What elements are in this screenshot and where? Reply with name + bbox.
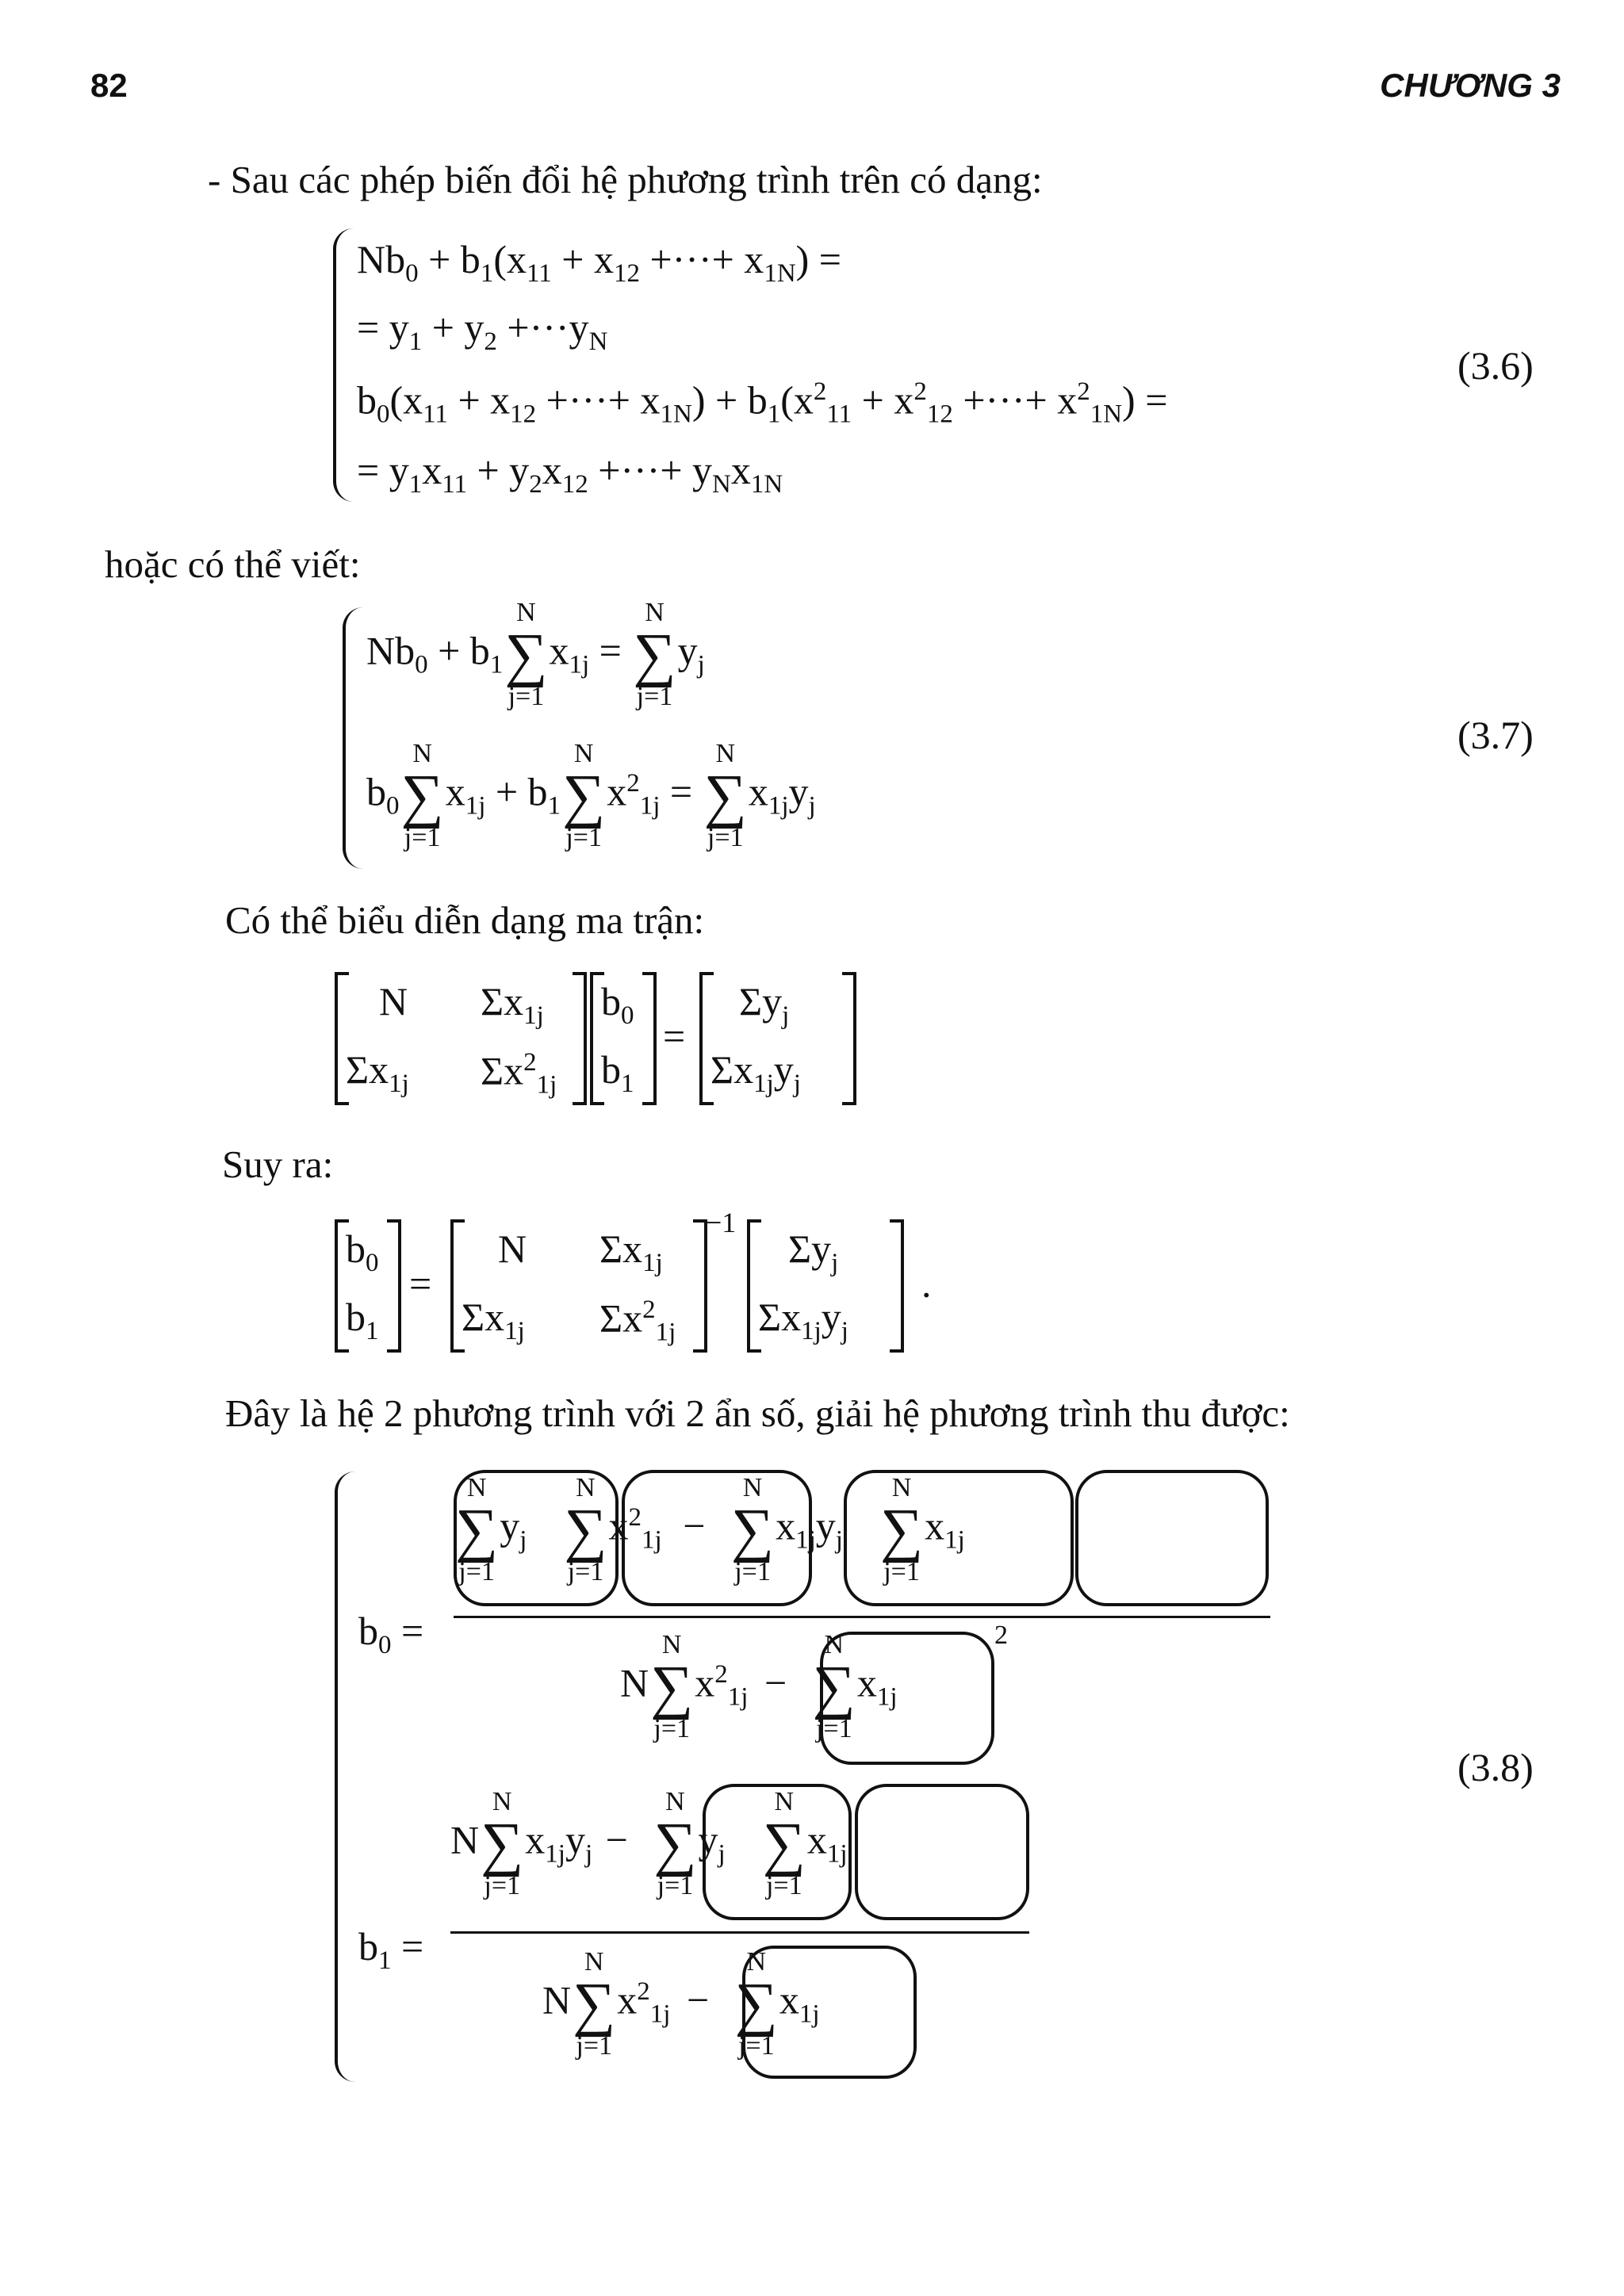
paragraph-solution: Đây là hệ 2 phương trình với 2 ẩn số, giải hệ phương trình thu được:: [225, 1391, 1290, 1435]
paragraph-therefore: Suy ra:: [222, 1142, 334, 1186]
equation-3-6: [333, 228, 1404, 506]
period: .: [921, 1261, 932, 1306]
equation-number-3-8: (3.8): [1457, 1745, 1534, 1789]
right-bracket: [387, 1219, 401, 1353]
right-bracket: [573, 972, 587, 1105]
matrix-cell: $\Sigma x_{1j}$: [462, 1295, 525, 1345]
paren-group: [820, 1632, 994, 1765]
matrix-cell: $\Sigma x^2_{1j}$: [481, 1048, 557, 1100]
fraction-bar-b0: [454, 1616, 1270, 1618]
paren-group: [1075, 1470, 1269, 1606]
equation-number-3-7: (3.7): [1457, 713, 1534, 757]
matrix-cell: $\Sigma x_{1j}$: [346, 1047, 409, 1098]
b1-numerator: N N ∑ j=1 $x_{1j}y_j$ − N ∑ j=1 $y_j$ N ∑ j=1 $x_{1j}$: [450, 1787, 848, 1901]
eq36-line1: $Nb_0 + b_1(x_{11} + x_{12}$ +···+ $x_{1N}$) =: [357, 237, 842, 288]
inverse-exponent: −1: [706, 1207, 737, 1238]
right-bracket: [890, 1219, 904, 1353]
paren-group: [855, 1784, 1029, 1920]
equals-sign: =: [409, 1261, 432, 1306]
equation-number-3-6: (3.6): [1457, 343, 1534, 388]
matrix-cell: $b_0$: [601, 979, 634, 1030]
eq37-line1: $Nb_0 + b_1$ N ∑ j=1 $x_{1j}$ = N ∑ j=1 $y_j$: [366, 598, 705, 712]
inverse-matrix-equation: [335, 1207, 969, 1354]
right-bracket: [693, 1219, 707, 1353]
eq37-line2: $b_0$ N ∑ j=1 $x_{1j} + b_1$ N ∑ j=1 $x^2_{1j}$ = N ∑ j=1 $x_{1j}y_j$: [366, 739, 816, 853]
b0-numerator: N ∑ j=1 $y_j$ N ∑ j=1 $x^2_{1j}$ − N ∑ j=1 $x_{1j}y_j$ N ∑ j=1 $x_{1j}$: [455, 1473, 965, 1587]
matrix-cell: $b_1$: [346, 1295, 379, 1345]
left-brace: [335, 1471, 355, 2082]
matrix-cell: $b_0$: [346, 1226, 379, 1277]
left-brace: [333, 228, 354, 502]
paragraph-or-write: hoặc có thể viết:: [105, 542, 361, 586]
chapter-heading: CHƯƠNG 3: [1380, 67, 1561, 104]
paren-group: [454, 1470, 619, 1606]
b0-label: $b_0$ =: [358, 1609, 424, 1659]
right-bracket: [842, 972, 856, 1105]
matrix-equation: [335, 972, 890, 1107]
paragraph-intro: - Sau các phép biến đổi hệ phương trình trên có dạng:: [208, 158, 1043, 201]
square-exponent: 2: [994, 1621, 1008, 1650]
b1-denominator: N N ∑ j=1 $x^2_{1j}$ − N ∑ j=1 $x_{1j}$: [542, 1947, 820, 2061]
page-number: 82: [90, 67, 128, 104]
paren-group: [844, 1470, 1074, 1606]
eq36-line4: = $y_1x_{11} + y_2x_{12}$ +···+ $y_Nx_{1N}$: [357, 448, 783, 499]
equation-3-8: [335, 1464, 1461, 2090]
matrix-cell: $\Sigma y_j$: [739, 979, 790, 1030]
matrix-cell: $\Sigma x^2_{1j}$: [599, 1295, 676, 1347]
matrix-cell: $\Sigma x_{1j}$: [599, 1226, 663, 1277]
equation-3-7: [343, 599, 1373, 877]
matrix-cell: N: [379, 979, 408, 1024]
matrix-cell: N: [498, 1226, 527, 1271]
paren-group: [703, 1784, 852, 1920]
right-bracket: [642, 972, 657, 1105]
b0-denominator: N N ∑ j=1 $x^2_{1j}$ − N ∑ j=1 $x_{1j}$: [620, 1630, 898, 1744]
matrix-cell: $b_1$: [601, 1047, 634, 1098]
eq36-line2: = $y_1 + y_2 +\cdot\cdot\cdot y_N$: [357, 305, 608, 356]
left-brace: [343, 607, 363, 869]
matrix-cell: $\Sigma x_{1j}y_j$: [710, 1047, 801, 1098]
matrix-cell: $\Sigma y_j$: [788, 1226, 839, 1277]
paragraph-matrix-form: Có thể biểu diễn dạng ma trận:: [225, 898, 705, 942]
eq36-line3: $b_0(x_{11} + x_{12}$ +···+ $x_{1N}) + b_1(x^2_{11} + x^2_{12}$ +···+ $x^2_{1N}$) =: [357, 377, 1168, 429]
fraction-bar-b1: [450, 1931, 1029, 1934]
matrix-cell: $\Sigma x_{1j}y_j$: [758, 1295, 848, 1345]
paren-group: [622, 1470, 812, 1606]
matrix-cell: $\Sigma x_{1j}$: [481, 979, 544, 1030]
b1-label: $b_1$ =: [358, 1924, 424, 1975]
equals-sign: =: [663, 1014, 686, 1058]
paren-group: [742, 1946, 917, 2079]
